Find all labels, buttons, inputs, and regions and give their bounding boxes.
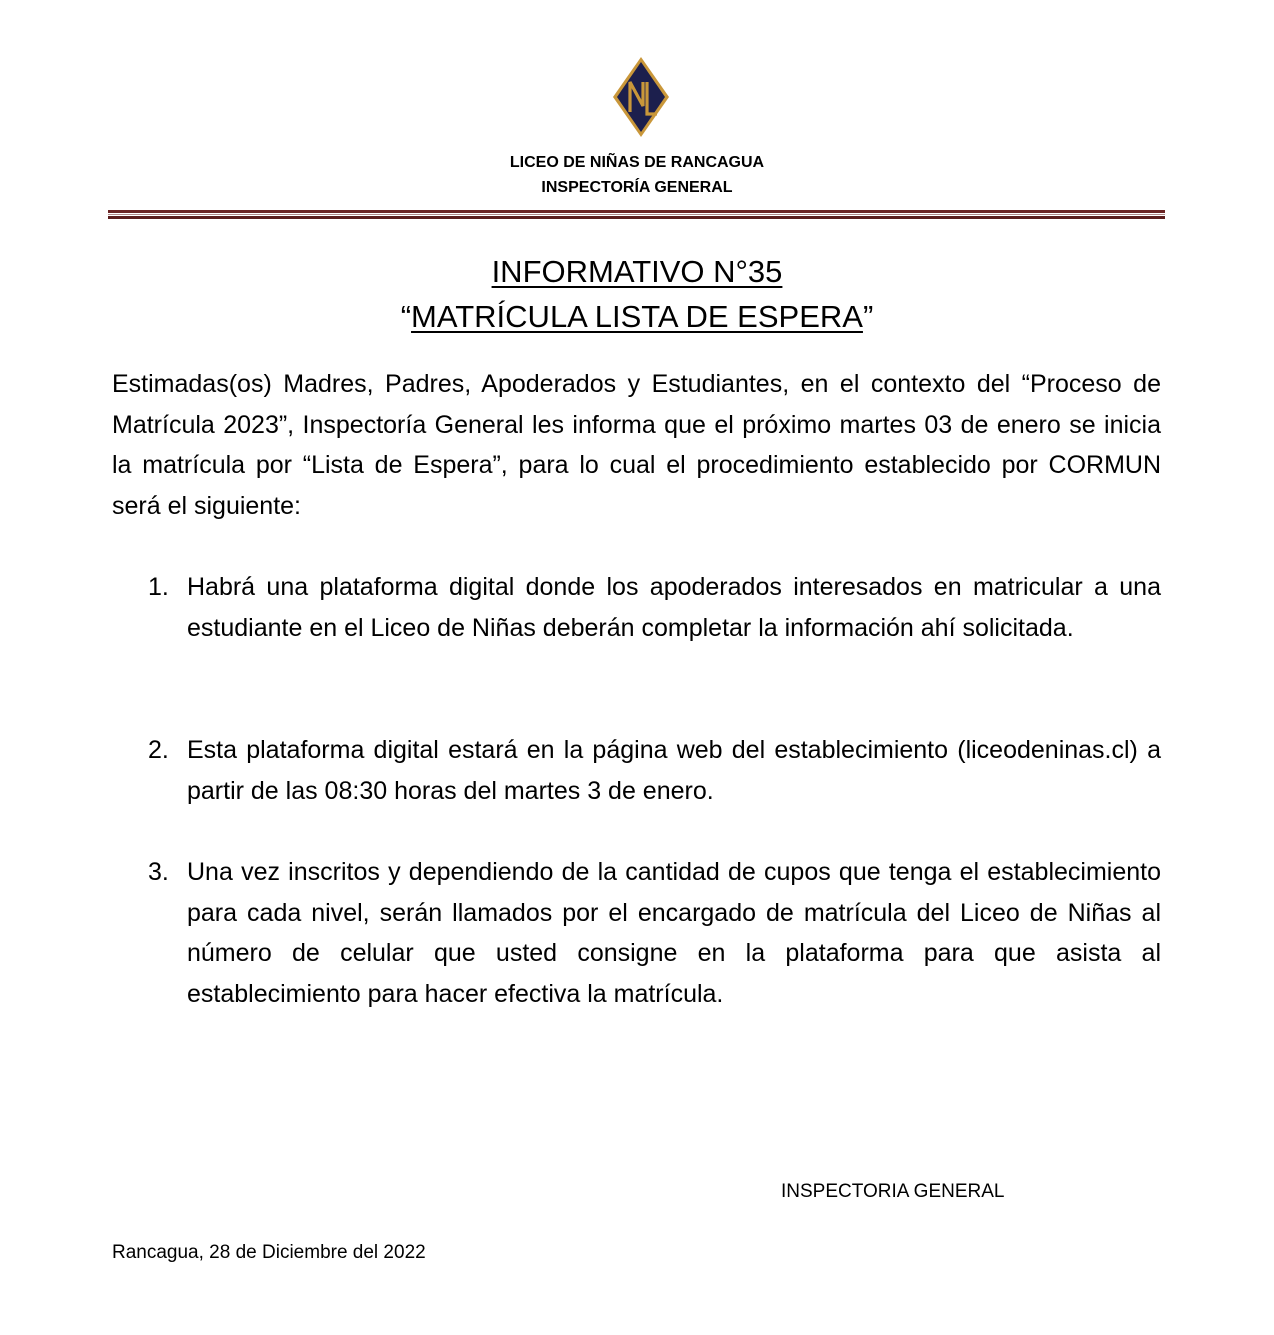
list-item-text: Una vez inscritos y dependiendo de la cantidad de cupos que tenga el establecimiento para cada nivel, serán llamados por el encargado de matrícula del Liceo de Niñas al número de celular que usted consigne en la plataforma para que asista al establecimiento para hacer efectiva la matrícula.: [187, 858, 1161, 1008]
notice-subject: [0, 294, 1274, 339]
school-logo: [612, 56, 670, 138]
intro-paragraph: Estimadas(os) Madres, Padres, Apoderados y Estudiantes, en el contexto del “Proceso de Matrícula 2023”, Inspectoría General les informa que el próximo martes 03 de enero se inicia la matrícula por “Lista de Espera”, para lo cual el procedimiento establecido por CORMUN será el siguiente:: [112, 370, 1161, 520]
school-name: LICEO DE NIÑAS DE RANCAGUA: [509, 154, 765, 171]
subject-close-quote: ”: [862, 299, 874, 334]
list-item: [148, 852, 1161, 1014]
list-item: [148, 567, 1161, 648]
list-item: [148, 730, 1161, 811]
notice-title: [0, 249, 1274, 339]
list-item-number: 1.: [148, 573, 169, 601]
subject-text: MATRÍCULA LISTA DE ESPERA: [411, 299, 863, 334]
header-divider-middle: [108, 214, 1165, 215]
header-divider-top: [108, 210, 1165, 213]
subject-open-quote: “: [400, 299, 412, 334]
signature: INSPECTORIA GENERAL: [781, 1181, 1005, 1202]
notice-number: INFORMATIVO N°35: [491, 254, 783, 289]
place-date: Rancagua, 28 de Diciembre del 2022: [112, 1242, 426, 1263]
list-item-number: 3.: [148, 858, 169, 886]
header-divider-bottom: [108, 216, 1165, 219]
list-item-text: Esta plataforma digital estará en la página web del establecimiento (liceodeninas.cl) a partir de las 08:30 horas del martes 3 de enero.: [187, 736, 1161, 805]
list-item-text: Habrá una plataforma digital donde los apoderados interesados en matricular a una estudiante en el Liceo de Niñas deberán completar la información ahí solicitada.: [187, 573, 1161, 642]
list-item-number: 2.: [148, 736, 169, 764]
school-header: [0, 150, 1274, 200]
department-name: INSPECTORÍA GENERAL: [541, 179, 733, 196]
